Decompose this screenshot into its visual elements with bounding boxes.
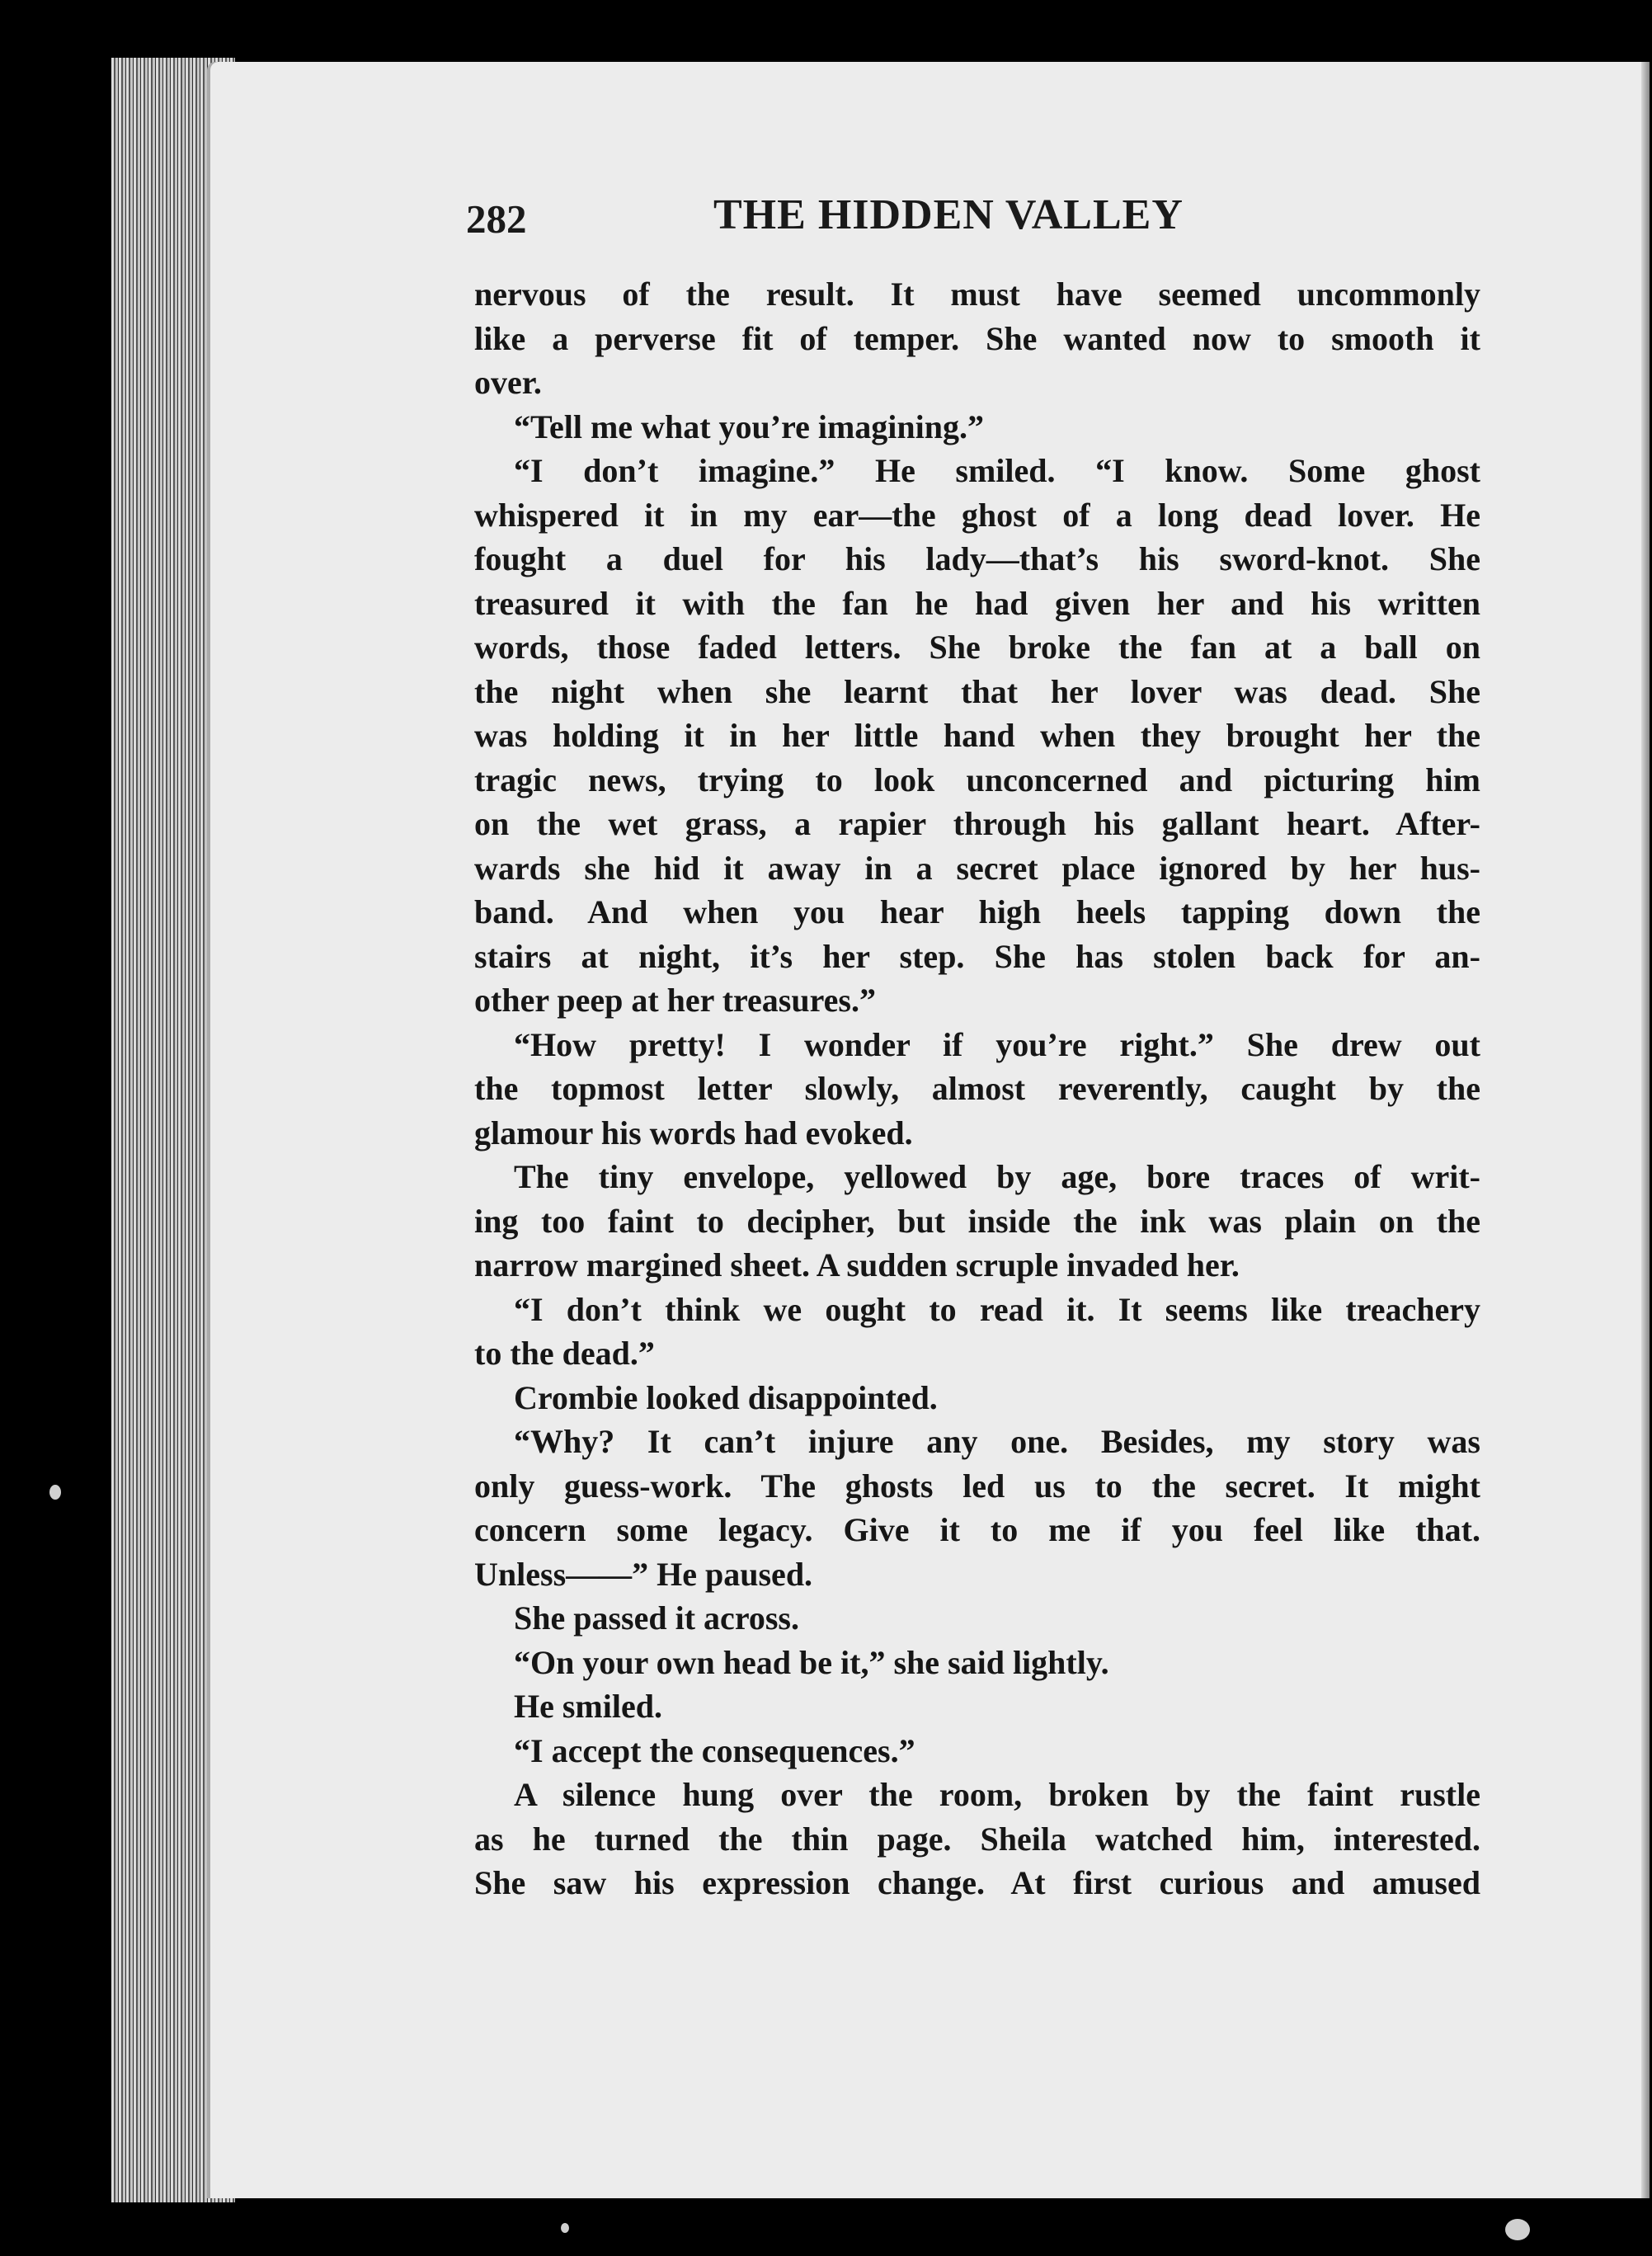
- text-line: She saw his expression change. At first curious and amused: [474, 1864, 1480, 1901]
- text-line: tragic news, trying to look unconcerned and picturing him: [474, 761, 1480, 798]
- text-line: ing too faint to decipher, but inside the ink was plain on the: [474, 1202, 1480, 1240]
- text-line: the topmost letter slowly, almost reverently, caught by the: [474, 1070, 1480, 1107]
- text-line: fought a duel for his lady—that’s his sword-knot. She: [474, 540, 1480, 577]
- text-line: was holding it in her little hand when they brought her the: [474, 717, 1480, 754]
- scan-speck: [1505, 2219, 1530, 2240]
- text-line: The tiny envelope, yellowed by age, bore traces of writ-: [514, 1158, 1480, 1195]
- text-line: words, those faded letters. She broke the fan at a ball on: [474, 629, 1480, 666]
- text-line: over.: [474, 364, 542, 401]
- text-line: glamour his words had evoked.: [474, 1114, 913, 1152]
- text-line: A silence hung over the room, broken by the faint rustle: [514, 1776, 1480, 1813]
- text-line: “I don’t imagine.” He smiled. “I know. Some ghost: [514, 452, 1480, 489]
- page-number: 282: [466, 196, 527, 242]
- text-line: narrow margined sheet. A sudden scruple invaded her.: [474, 1246, 1240, 1283]
- text-line: She passed it across.: [514, 1599, 799, 1637]
- page-header: [466, 187, 1489, 253]
- text-line: other peep at her treasures.”: [474, 982, 876, 1019]
- text-line: nervous of the result. It must have seemed uncommonly: [474, 276, 1480, 313]
- text-line: to the dead.”: [474, 1335, 655, 1372]
- text-line: wards she hid it away in a secret place ignored by her hus-: [474, 849, 1480, 887]
- text-line: Crombie looked disappointed.: [514, 1378, 938, 1416]
- text-line: Unless——” He paused.: [474, 1555, 813, 1593]
- text-line: on the wet grass, a rapier through his gallant heart. After-: [474, 805, 1480, 842]
- text-line: whispered it in my ear—the ghost of a long dead lover. He: [474, 496, 1480, 534]
- text-line: “Why? It can’t injure any one. Besides, my story was: [514, 1423, 1480, 1460]
- text-line: concern some legacy. Give it to me if you feel like that.: [474, 1511, 1480, 1548]
- scan-speck: [561, 2223, 569, 2233]
- text-line: as he turned the thin page. Sheila watched him, interested.: [474, 1820, 1480, 1858]
- text-line: treasured it with the fan he had given her and his written: [474, 584, 1480, 622]
- text-line: “On your own head be it,” she said lightly.: [514, 1643, 1109, 1681]
- text-line: only guess-work. The ghosts led us to the secret. It might: [474, 1467, 1480, 1505]
- text-line: the night when she learnt that her lover was dead. She: [474, 672, 1480, 710]
- scan-speck: [49, 1485, 61, 1500]
- body-text: [474, 272, 1480, 1905]
- text-line: “Tell me what you’re imagining.”: [514, 407, 985, 445]
- text-line: band. And when you hear high heels tapping down the: [474, 893, 1480, 930]
- running-head: THE HIDDEN VALLEY: [713, 191, 1184, 238]
- text-line: like a perverse fit of temper. She wanted now to smooth it: [474, 319, 1480, 357]
- page-gutter-edge: [1641, 62, 1650, 2198]
- text-line: “I accept the consequences.”: [514, 1731, 915, 1769]
- text-line: He smiled.: [514, 1688, 662, 1725]
- text-line: “How pretty! I wonder if you’re right.” She drew out: [514, 1025, 1480, 1063]
- text-line: “I don’t think we ought to read it. It seems like treachery: [514, 1290, 1480, 1328]
- text-line: stairs at night, it’s her step. She has stolen back for an-: [474, 937, 1480, 975]
